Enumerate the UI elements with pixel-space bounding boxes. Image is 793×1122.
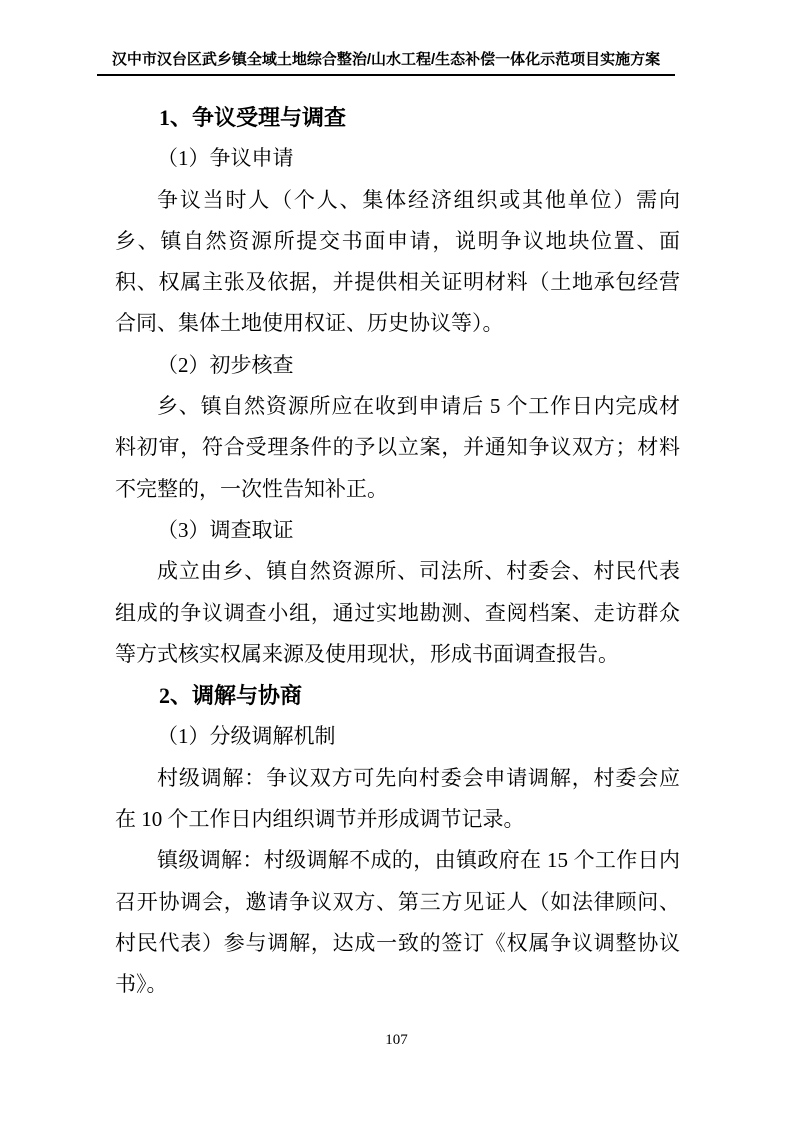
- page-header: [97, 50, 675, 76]
- page-footer: [0, 1031, 793, 1049]
- page-header-title: 汉中市汉台区武乡镇全域土地综合整治/山水工程/生态补偿一体化示范项目实施方案: [111, 51, 661, 68]
- subsection-heading-1-1: （1）争议申请: [157, 146, 294, 171]
- paragraph: 乡、镇自然资源所应在收到申请后 5 个工作日内完成材料初审，符合受理条件的予以立案，并通知争议双方；材料不完整的，一次性告知补正。: [115, 394, 680, 501]
- paragraph: 村级调解：争议双方可先向村委会申请调解，村委会应在 10 个工作日内组织调节并形成调节记录。: [115, 765, 680, 832]
- paragraph: 争议当时人（个人、集体经济组织或其他单位）需向乡、镇自然资源所提交书面申请，说明争议地块位置、面积、权属主张及依据，并提供相关证明材料（土地承包经营合同、集体土地使用权证、历史协议等）。: [115, 187, 680, 336]
- paragraph: 成立由乡、镇自然资源所、司法所、村委会、村民代表组成的争议调查小组，通过实地勘测、查阅档案、走访群众等方式核实权属来源及使用现状，形成书面调查报告。: [115, 559, 680, 666]
- document-body: [115, 97, 680, 1006]
- header-rule: [97, 74, 675, 76]
- section-heading-1: 1、争议受理与调查: [159, 105, 347, 130]
- subsection-heading-2-1: （1）分级调解机制: [157, 724, 336, 749]
- paragraph: 镇级调解：村级调解不成的，由镇政府在 15 个工作日内召开协调会，邀请争议双方、第三方见证人（如法律顾问、村民代表）参与调解，达成一致的签订《权属争议调整协议书》。: [115, 848, 680, 997]
- subsection-heading-1-3: （3）调查取证: [157, 517, 294, 542]
- section-heading-2: 2、调解与协商: [159, 683, 303, 709]
- page-number: 107: [385, 1032, 408, 1048]
- subsection-heading-1-2: （2）初步核查: [157, 352, 294, 377]
